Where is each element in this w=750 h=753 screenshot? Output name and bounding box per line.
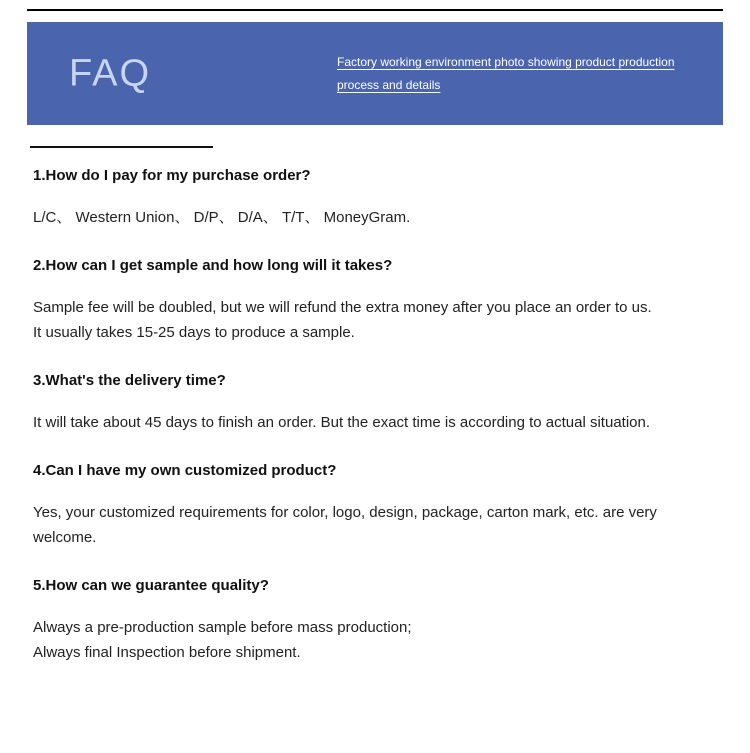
faq-answer [33,500,722,550]
faq-answer [33,410,722,435]
faq-answer [33,615,722,665]
faq-answer-line: L/C、 Western Union、 D/P、 D/A、 T/T、 MoneyGram. [33,209,411,226]
faq-content [33,158,722,665]
top-divider [27,9,723,11]
faq-item-1 [33,167,722,230]
section-divider [30,146,213,148]
faq-question: 3.What's the delivery time? [33,372,226,389]
banner-title: FAQ [69,52,152,94]
faq-answer-line: Always final Inspection before shipment. [33,644,301,661]
faq-item-2 [33,257,722,345]
faq-item-5 [33,577,722,665]
faq-item-3 [33,372,722,435]
faq-answer-line: Always a pre-production sample before mass production; [33,619,412,636]
faq-answer [33,295,722,345]
faq-answer-line: Yes, your customized requirements for color, logo, design, package, carton mark, etc. are very [33,504,657,521]
faq-answer-line: Sample fee will be doubled, but we will refund the extra money after you place an order to us. [33,299,652,316]
faq-item-4 [33,462,722,550]
banner-subtitle [337,51,697,97]
faq-answer-line: It will take about 45 days to finish an order. But the exact time is according to actual situation. [33,414,651,431]
faq-banner [27,22,723,125]
faq-answer-line: It usually takes 15-25 days to produce a sample. [33,324,355,341]
faq-question: 4.Can I have my own customized product? [33,462,337,479]
banner-subtitle-line1: Factory working environment photo showing product production [337,55,675,69]
faq-question: 5.How can we guarantee quality? [33,577,269,594]
faq-answer [33,205,722,230]
faq-question: 2.How can I get sample and how long will it takes? [33,257,393,274]
banner-subtitle-line2: process and details [337,78,441,92]
faq-answer-line: welcome. [33,529,97,546]
faq-question: 1.How do I pay for my purchase order? [33,167,311,184]
